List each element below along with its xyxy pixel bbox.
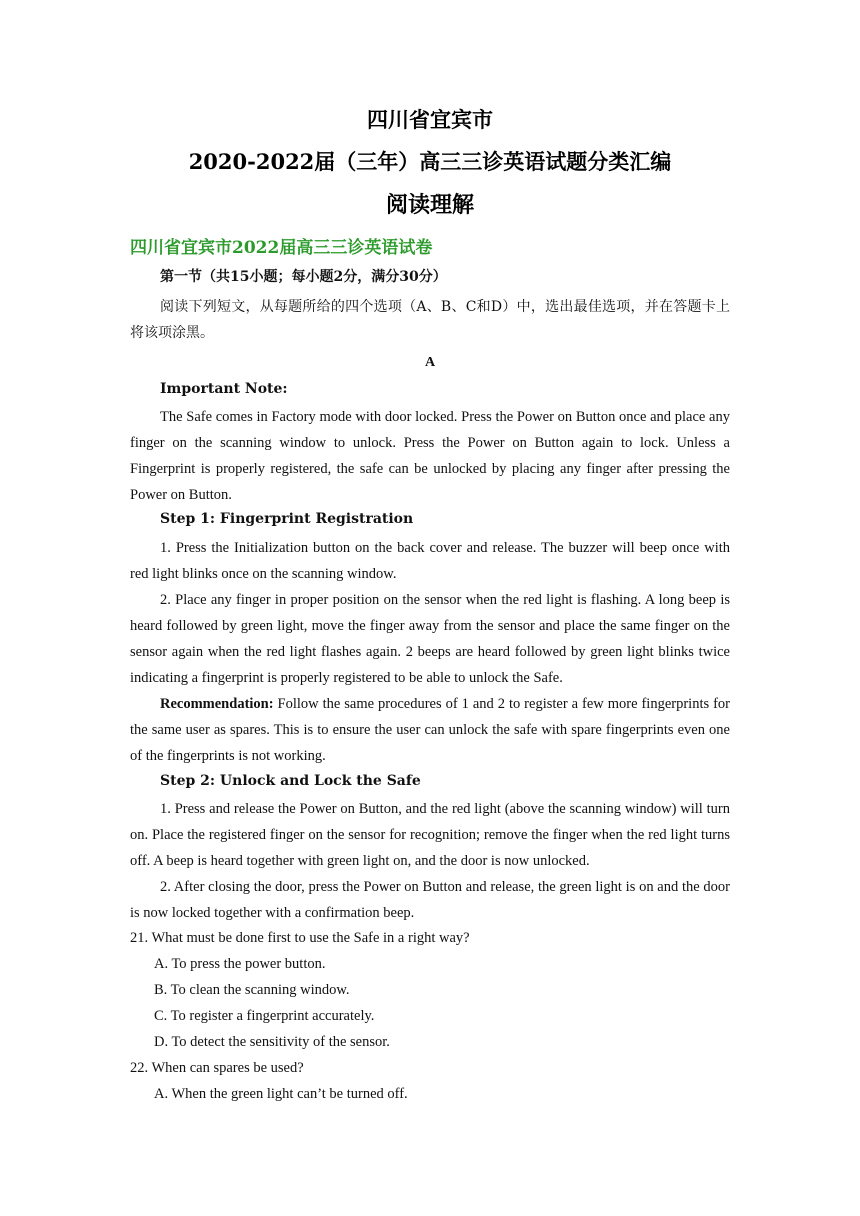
document-title-province: 四川省宜宾市 (367, 107, 493, 132)
passage-letter: A (424, 355, 436, 370)
step2-title: Step 2: Unlock and Lock the Safe (160, 773, 421, 789)
question-21-option-b: B. To clean the scanning window. (154, 982, 350, 998)
question-21-option-d: D. To detect the sensitivity of the sensor. (154, 1034, 390, 1050)
instruction-paragraph: 阅读下列短文，从每题所给的四个选项（A、B、C和D）中，选出最佳选项，并在答题卡上将该项涂黑。 (130, 299, 730, 341)
part-heading: 第一节（共15小题；每小题2分，满分30分） (160, 269, 447, 285)
step2-paragraph-2: 2. After closing the door, press the Power on Button and release, the green light is on and the door is now locked together with a confirmation beep. (130, 879, 730, 921)
note-paragraph: The Safe comes in Factory mode with door locked. Press the Power on Button once and place any finger on the scanning window to unlock. Press the Power on Button again to lock. Unless a Fingerprint is properly registered, the safe can be unlocked by placing any finger after pressing the Power on Button. (130, 409, 730, 503)
recommendation-paragraph (130, 691, 730, 769)
note-title: Important Note: (160, 381, 288, 397)
exam-section-heading: 四川省宜宾市2022届高三三诊英语试卷 (130, 238, 433, 258)
question-21-option-a: A. To press the power button. (154, 956, 326, 972)
question-21-option-c: C. To register a fingerprint accurately. (154, 1008, 375, 1024)
recommendation-text: Follow the same procedures of 1 and 2 to register a few more fingerprints for the same user as spares. This is to ensure the user can unlock the safe with spare fingerprints even one of the fingerprints is not working. (130, 696, 730, 764)
step1-paragraph-1: 1. Press the Initialization button on the back cover and release. The buzzer will beep once with red light blinks once on the scanning window. (130, 540, 730, 582)
document-title-topic: 阅读理解 (385, 192, 474, 218)
step2-paragraph-1: 1. Press and release the Power on Button, and the red light (above the scanning window) will turn on. Place the registered finger on the sensor for recognition; remove the finger when the red light turns off. A beep is heard together with green light on, and the door is now unlocked. (130, 801, 730, 869)
recommendation-label: Recommendation: (160, 696, 274, 712)
document-title-collection: 2020-2022届（三年）高三三诊英语试题分类汇编 (188, 149, 672, 174)
step1-title: Step 1: Fingerprint Registration (160, 511, 414, 527)
step1-paragraph-2: 2. Place any finger in proper position on the sensor when the red light is flashing. A long beep is heard followed by green light, move the finger away from the sensor and place the same finger on the sensor again when the red light flashes again. 2 beeps are heard followed by green light blinks twice indicating a fingerprint is properly registered to be able to unlock the Safe. (130, 592, 730, 686)
question-21-stem: 21. What must be done first to use the Safe in a right way? (130, 930, 470, 946)
question-22-option-a: A. When the green light can’t be turned off. (154, 1086, 408, 1102)
question-22-stem: 22. When can spares be used? (130, 1060, 304, 1076)
